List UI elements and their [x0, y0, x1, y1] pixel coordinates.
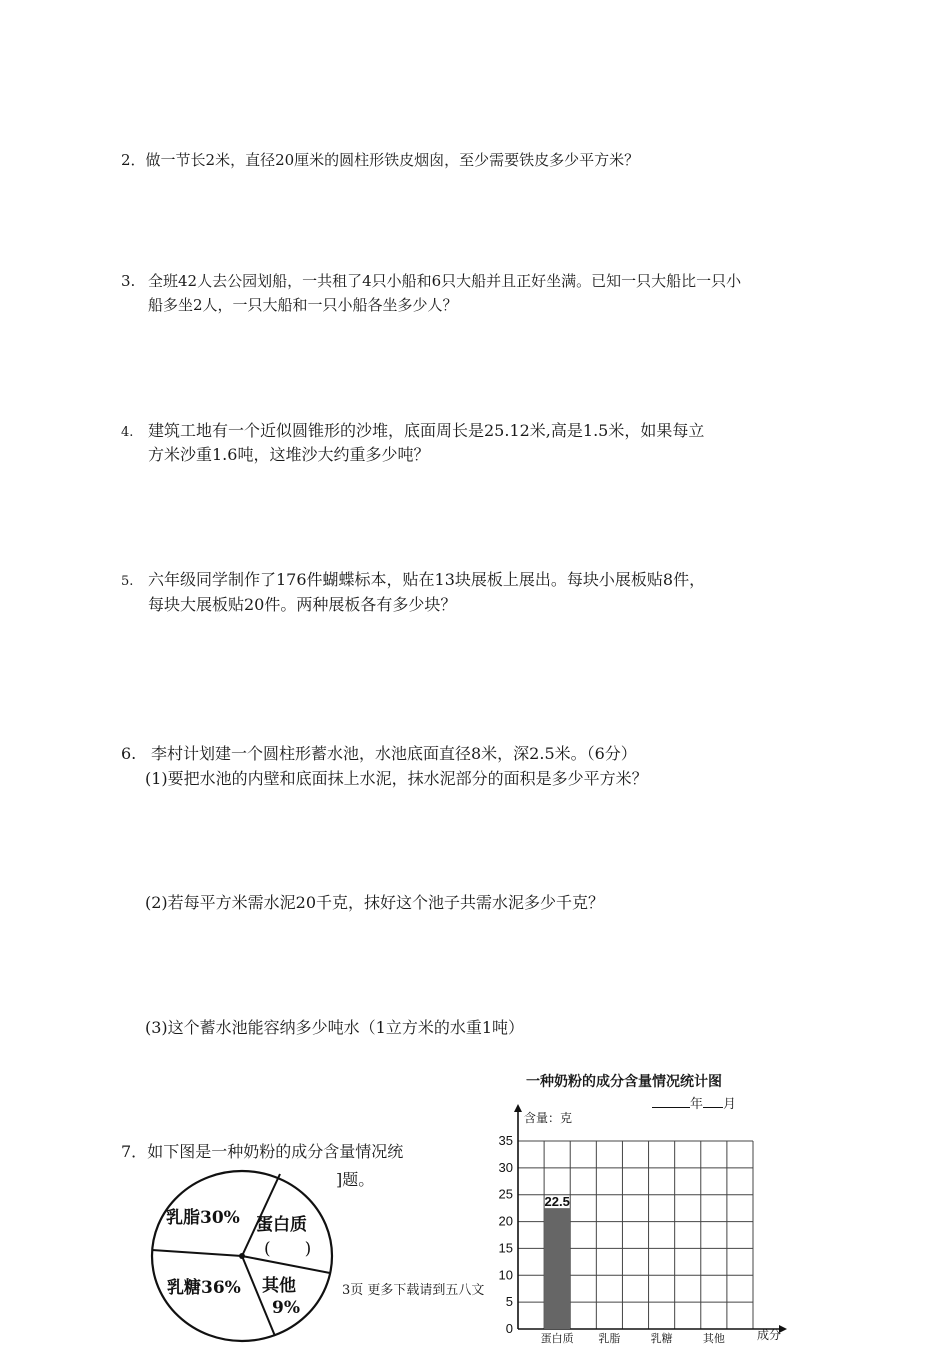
y-tick-label: 0 — [505, 1321, 513, 1336]
y-tick-label: 15 — [498, 1240, 513, 1256]
y-tick-label: 10 — [498, 1267, 513, 1283]
slice-label-milk-fat: 乳脂30% — [166, 1208, 240, 1228]
slice-label-other-percent: 9% — [272, 1298, 300, 1318]
pie-divider — [242, 1256, 275, 1336]
chart-title: 一种奶粉的成分含量情况统计图 — [526, 1074, 722, 1090]
bar-value-label: 22.5 — [544, 1194, 570, 1210]
question-3 — [121, 269, 741, 293]
question-5-continued — [148, 591, 456, 618]
slice-label-lactose: 乳糖36% — [167, 1278, 241, 1298]
x-axis-label: 成分 — [757, 1328, 782, 1342]
question-text-line2: 方米沙重1.6吨，这堆沙大约重多少吨？ — [148, 445, 430, 464]
question-4-continued — [148, 441, 429, 468]
slice-label-protein: 蛋白质 — [256, 1215, 307, 1235]
y-tick-label: 35 — [498, 1133, 513, 1148]
question-number: 2． — [121, 151, 146, 169]
bar — [544, 1208, 570, 1329]
bar-chart — [490, 1100, 790, 1344]
question-text-line1: 六年级同学制作了176件蝴蝶标本，贴在13块展板上展出。每块小展板贴8件， — [148, 570, 706, 589]
slice-label-other: 其他 — [262, 1276, 296, 1296]
pie-svg — [150, 1178, 340, 1348]
question-6-part-2 — [145, 889, 604, 916]
y-axis-label: 含量：克 — [524, 1111, 573, 1125]
question-text-line2: 船多坐2人，一只大船和一只小船各坐多少人？ — [148, 296, 458, 314]
question-6-part-3 — [145, 1014, 524, 1041]
question-number: 6. — [121, 744, 137, 763]
question-3-continued — [148, 293, 458, 317]
question-text-line2: 每块大展板贴20件。两种展板各有多少块？ — [148, 595, 457, 614]
question-number: 5. — [121, 574, 134, 589]
question-text: 做一节长2米，直径20厘米的圆柱形铁皮烟囱，至少需要铁皮多少平方米？ — [145, 151, 640, 169]
x-tick-label: 乳糖 — [650, 1332, 673, 1344]
page-footer: 3页 更多下载请到五八文 — [342, 1279, 486, 1298]
question-number: 7． — [121, 1142, 148, 1161]
question-2 — [121, 148, 639, 172]
sub-question-text: (2)若每平方米需水泥20千克，抹好这个池子共需水泥多少千克？ — [145, 893, 605, 912]
question-text-line2: ]题。 — [336, 1170, 375, 1189]
question-7 — [121, 1138, 403, 1165]
question-text-line1: 全班42人去公园划船，一共租了4只小船和6只大船并且正好坐满。已知一只大船比一只小 — [148, 272, 742, 290]
pie-center — [239, 1253, 245, 1259]
y-tick-label: 25 — [498, 1186, 513, 1202]
slice-label-protein-blank: ( ) — [264, 1239, 312, 1259]
question-number: 4. — [121, 425, 134, 440]
question-6 — [121, 740, 637, 767]
x-tick-label: 蛋白质 — [540, 1332, 574, 1344]
pie-divider — [152, 1250, 242, 1256]
sub-question-text: (3)这个蓄水池能容纳多少吨水（1立方米的水重1吨） — [145, 1018, 525, 1037]
x-tick-label: 乳脂 — [598, 1332, 621, 1344]
sub-question-text: (1)要把水池的内壁和底面抹上水泥，抹水泥部分的面积是多少平方米？ — [145, 769, 648, 788]
chart-labels — [499, 1111, 781, 1344]
question-7-continued — [336, 1166, 374, 1193]
question-text: 李村计划建一个圆柱形蓄水池，水池底面直径8米，深2.5米。（6分） — [151, 744, 637, 763]
year-label: 年 — [690, 1097, 704, 1112]
x-tick-label: 其他 — [702, 1332, 725, 1344]
y-tick-label: 30 — [498, 1159, 513, 1175]
question-text: 如下图是一种奶粉的成分含量情况统 — [147, 1142, 404, 1161]
question-number: 3. — [121, 272, 136, 290]
y-tick-label: 5 — [505, 1294, 513, 1310]
question-6-part-1 — [145, 765, 648, 792]
month-label: 月 — [723, 1097, 737, 1112]
chart-bars — [544, 1208, 570, 1329]
y-axis-arrow — [514, 1104, 522, 1112]
pie-chart — [150, 1178, 340, 1348]
question-text-line1: 建筑工地有一个近似圆锥形的沙堆，底面周长是25.12米,高是1.5米，如果每立 — [148, 421, 705, 440]
y-tick-label: 20 — [498, 1213, 513, 1229]
